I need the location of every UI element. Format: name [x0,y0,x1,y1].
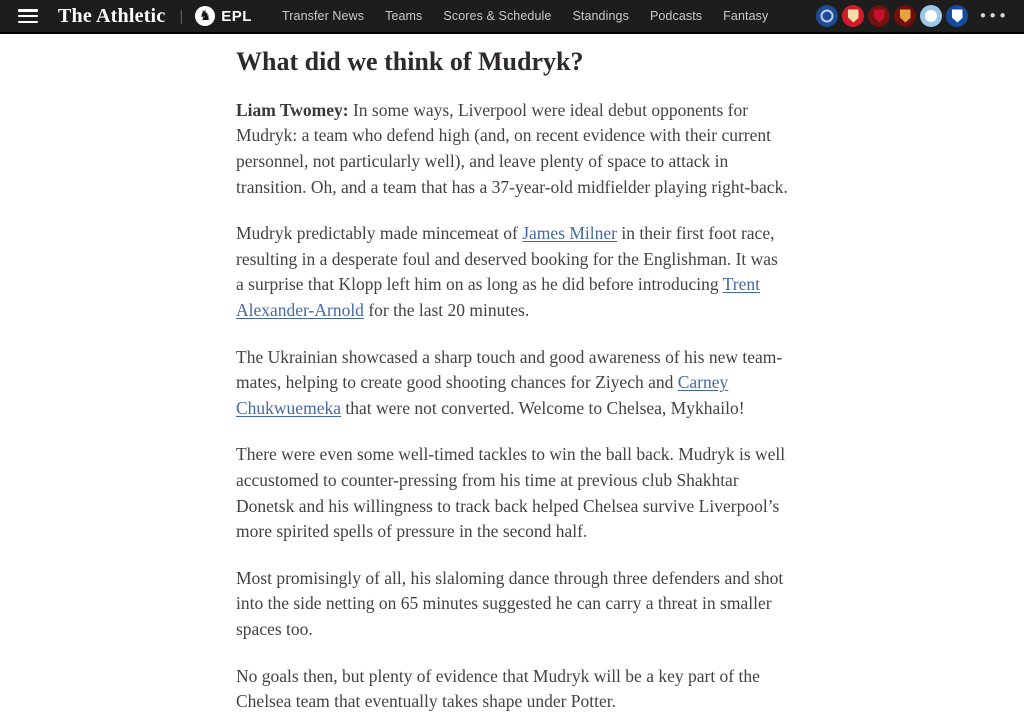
followed-teams-badges [816,5,968,27]
chelsea-crest-icon [821,10,834,23]
article-paragraph: The Ukrainian showcased a sharp touch and good awareness of his new team-mates, helping to create good shooting chances for Ziyech and Carney Chukwuemeka that were not converted. Welcome to Chelsea, Mykhailo! [236,346,783,418]
article-paragraph: Most promisingly of all, his slaloming dance through three defenders and shot into the side netting on 65 minutes suggested he can carry a threat in smaller spaces too. [236,567,784,639]
nav-link-transfer-news[interactable]: Transfer News [281,9,365,23]
league-home-link[interactable] [195,6,252,26]
real-madrid-crest-icon [952,10,963,23]
article-paragraph: No goals then, but plenty of evidence that Mudryk will be a key part of the Chelsea team that eventually takes shape under Potter. [236,665,760,712]
nav-link-scores-schedule[interactable]: Scores & Schedule [443,9,552,23]
manchester-united-crest-icon [900,10,911,23]
article-content [236,34,788,713]
more-teams-icon[interactable]: ••• [978,7,1008,25]
hamburger-menu-icon[interactable] [18,9,38,23]
primary-nav [282,9,768,23]
team-badge-manchester-united[interactable] [894,5,916,27]
premier-league-lion-icon: ♞ [195,6,215,26]
inline-player-link[interactable]: Trent Alexander-Arnold [236,274,760,321]
nav-link-fantasy[interactable]: Fantasy [723,9,769,23]
nav-link-teams[interactable]: Teams [385,9,423,23]
liverpool-crest-icon [874,10,885,23]
article-paragraph: Liam Twomey: In some ways, Liverpool were ideal debut opponents for Mudryk: a team who defend high (and, on recent evidence with their current personnel, not particularly well), and leave plenty of space to attack in transition. Oh, and a team that has a 37-year-old midfielder playing right-back. [236,99,788,197]
team-badge-chelsea[interactable] [816,5,838,27]
top-nav-bar [0,0,1024,34]
inline-player-link[interactable]: James Milner [522,223,618,244]
nav-link-podcasts[interactable]: Podcasts [649,9,703,23]
arsenal-crest-icon [848,10,859,23]
article-paragraph: There were even some well-timed tackles to win the ball back. Mudryk is well accustomed to counter-pressing from his time at previous club Shakhtar Donetsk and his willingness to track back helped Chelsea survive Liverpool’s more spirited spells of pressure in the second half. [236,444,786,542]
article-paragraph: Mudryk predictably made mincemeat of James Milner in their first foot race, resulting in a desperate foul and deserved booking for the Englishman. It was a surprise that Klopp left him on as long as he did before introducing Trent Alexander-Arnold for the last 20 minutes. [236,223,778,321]
team-badge-manchester-city[interactable] [920,5,942,27]
manchester-city-crest-icon [925,10,937,22]
team-badge-real-madrid[interactable] [946,5,968,27]
league-abbr-label: EPL [221,7,252,25]
team-badge-liverpool[interactable] [868,5,890,27]
team-badge-arsenal[interactable] [842,5,864,27]
brand-logo[interactable]: The Athletic [58,4,166,27]
author-name: Liam Twomey: [236,99,349,120]
article-body [236,98,788,713]
header-separator: | [179,7,184,25]
nav-link-standings[interactable]: Standings [572,9,629,23]
section-heading: What did we think of Mudryk? [236,47,584,76]
inline-player-link[interactable]: Carney Chukwuemeka [236,372,729,418]
